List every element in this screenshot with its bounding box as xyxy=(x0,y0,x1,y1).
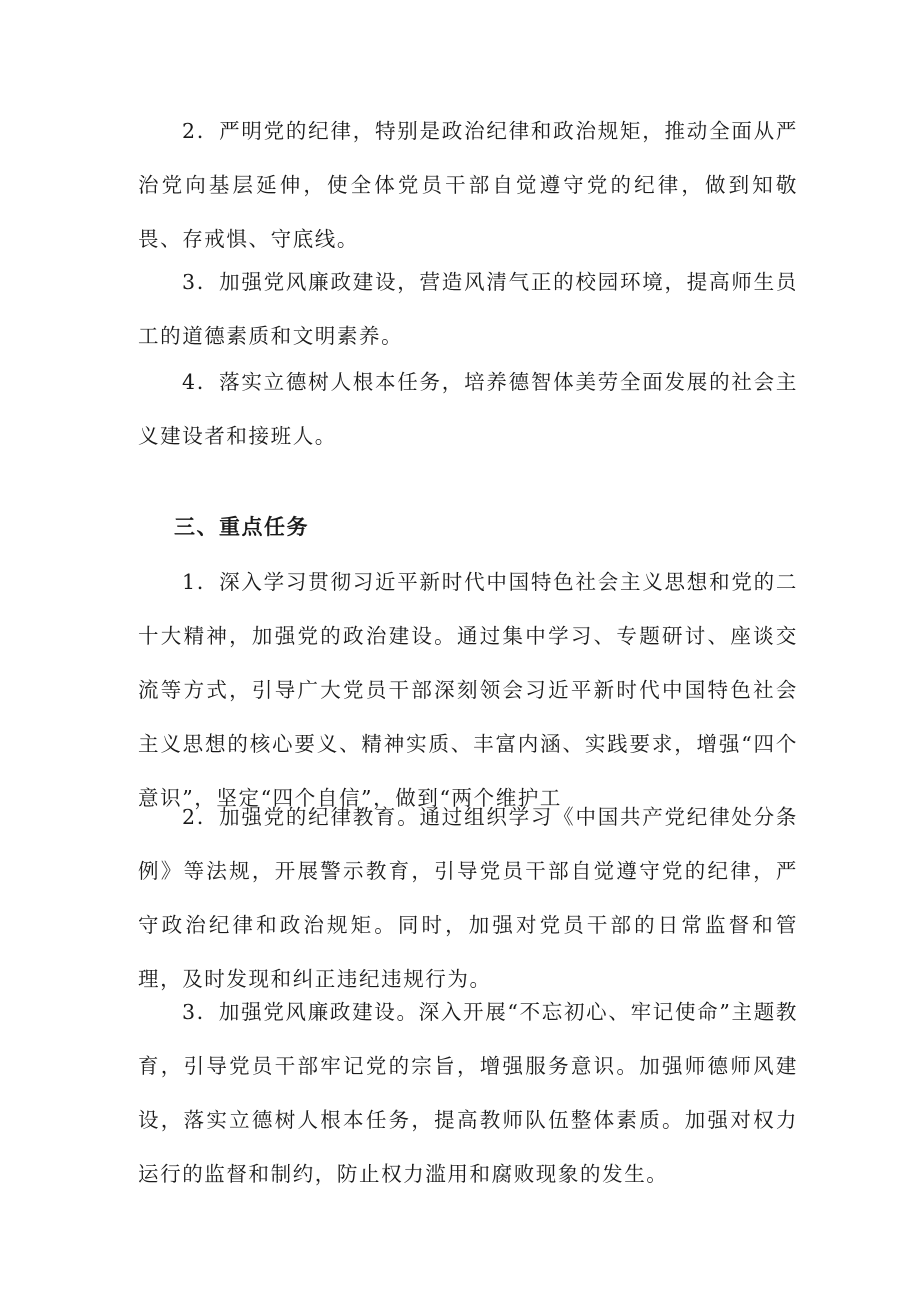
list-item-discipline: 2．严明党的纪律，特别是政治纪律和政治规矩，推动全面从严治党向基层延伸，使全体党员干部自觉遵守党的纪律，做到知敬畏、存戒惧、守底线。 xyxy=(138,119,798,251)
list-item-moral-education: 4．落实立德树人根本任务，培养德智体美劳全面发展的社会主义建设者和接班人。 xyxy=(138,370,798,448)
task-item-clean-government: 3．加强党风廉政建设。深入开展“不忘初心、牢记使命”主题教育，引导党员干部牢记党的宗旨，增强服务意识。加强师德师风建设，落实立德树人根本任务，提高教师队伍整体素质。加强对权力运行的监督和制约，防止权力滥用和腐败现象的发生。 xyxy=(138,1000,798,1186)
task-item-discipline-education: 2．加强党的纪律教育。通过组织学习《中国共产党纪律处分条例》等法规，开展警示教育，引导党员干部自觉遵守党的纪律，严守政治纪律和政治规矩。同时，加强对党员干部的日常监督和管理，及时发现和纠正违纪违规行为。 xyxy=(138,805,798,991)
section-heading-key-tasks: 三、重点任务 xyxy=(174,515,309,539)
task-item-political-study: 1．深入学习贯彻习近平新时代中国特色社会主义思想和党的二十大精神，加强党的政治建设。通过集中学习、专题研讨、座谈交流等方式，引导广大党员干部深刻领会习近平新时代中国特色社会主义思想的核心要义、精神实质、丰富内涵、实践要求，增强“四个意识”，坚定“四个自信”，做到“两个维护工 xyxy=(138,570,798,810)
list-item-clean-government: 3．加强党风廉政建设，营造风清气正的校园环境，提高师生员工的道德素质和文明素养。 xyxy=(138,270,798,348)
